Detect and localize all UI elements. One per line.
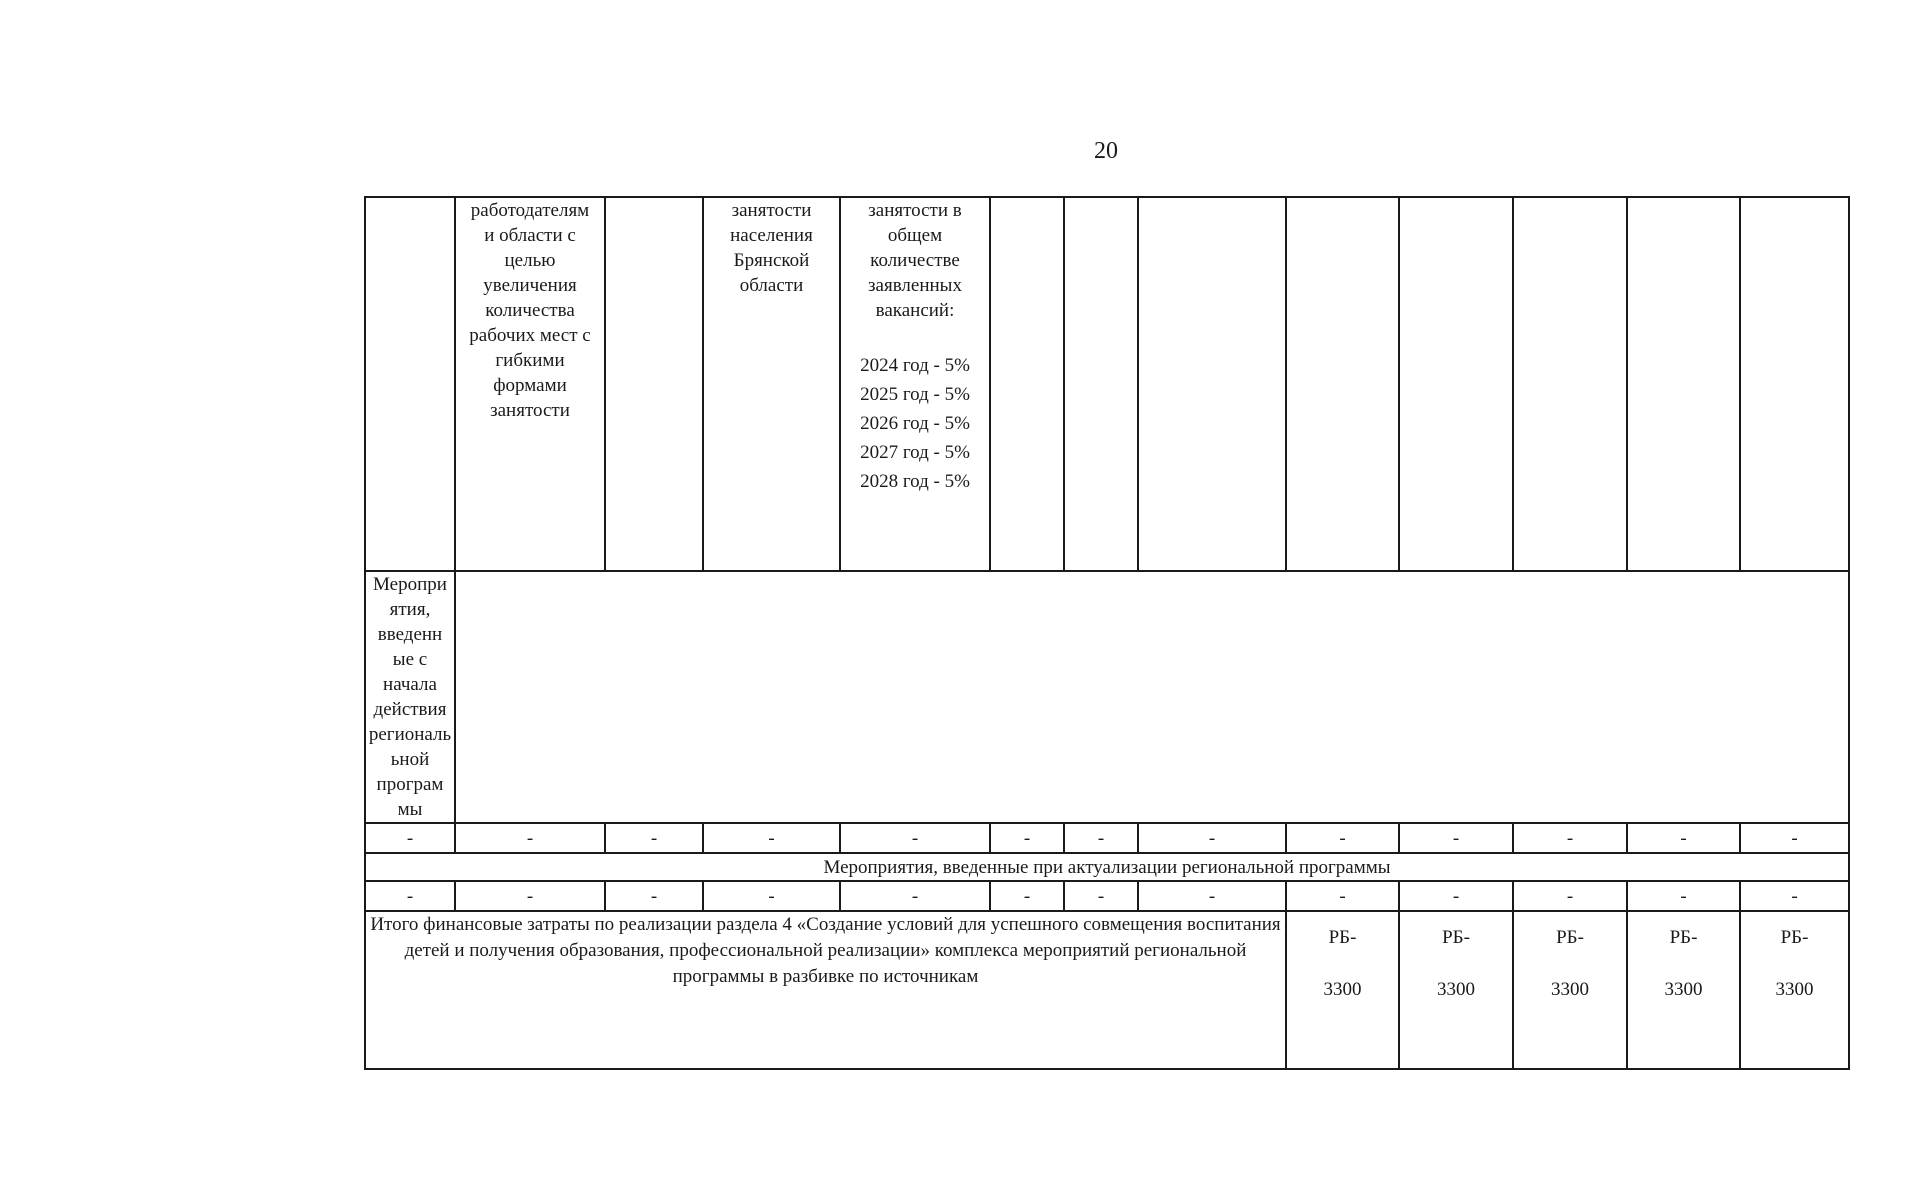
cell-number <box>365 197 455 571</box>
section-heading-line: ые с <box>392 649 428 670</box>
page-number: 20 <box>1094 138 1118 164</box>
funding-amount: 3300 <box>1437 979 1475 1000</box>
section-heading-line: ятия, <box>389 599 431 620</box>
total-amount-cell <box>1399 911 1513 1069</box>
indicator-year-value: 2026 год - 5% <box>860 413 970 434</box>
measure-line: целью <box>504 250 556 271</box>
cell-executor <box>703 197 840 571</box>
total-amount-cell <box>1740 911 1849 1069</box>
dash-cell: - <box>1627 823 1740 853</box>
section-heading-update-measures: Мероприятия, введенные при актуализации региональной программы <box>365 853 1849 881</box>
dash-cell: - <box>840 823 990 853</box>
cell-empty <box>1064 197 1138 571</box>
section-heading-line: ьной <box>390 749 430 770</box>
indicator-line: количестве <box>870 250 960 271</box>
cell-empty <box>1286 197 1399 571</box>
dash-cell: - <box>1286 823 1399 853</box>
funding-source: РБ- <box>1442 927 1470 948</box>
funding-amount: 3300 <box>1775 979 1814 1000</box>
dash-cell: - <box>1627 881 1740 911</box>
funding-source: РБ- <box>1328 927 1357 948</box>
dash-cell: - <box>1399 823 1513 853</box>
dash-cell: - <box>1064 881 1138 911</box>
total-amount-cell <box>1627 911 1740 1069</box>
funding-source: РБ- <box>1669 927 1698 948</box>
cell-measure-name <box>455 197 605 571</box>
measure-line: работодателям <box>470 200 590 221</box>
dash-cell: - <box>1138 881 1286 911</box>
executor-line: населения <box>730 225 813 246</box>
total-amount-cell <box>1513 911 1627 1069</box>
measure-line: количества <box>485 300 575 321</box>
dash-cell: - <box>455 881 605 911</box>
dash-cell: - <box>605 881 703 911</box>
cell-indicator <box>840 197 990 571</box>
indicator-line: общем <box>887 225 943 246</box>
financial-measures-table <box>364 196 1850 1070</box>
dash-cell: - <box>1138 823 1286 853</box>
indicator-line: занятости в <box>868 200 962 221</box>
cell-empty <box>1627 197 1740 571</box>
section-heading-line: програм <box>376 774 444 795</box>
measure-line: гибкими <box>495 350 565 371</box>
section-heading-initial-measures <box>365 571 455 823</box>
dash-cell: - <box>1740 823 1849 853</box>
dash-cell: - <box>1064 823 1138 853</box>
section-heading-line: введенн <box>377 624 443 645</box>
table-row-empty-dashes <box>365 823 1849 853</box>
cell-empty <box>1740 197 1849 571</box>
indicator-line: вакансий: <box>875 300 955 321</box>
funding-source: РБ- <box>1780 927 1809 948</box>
dash-cell: - <box>703 823 840 853</box>
funding-amount: 3300 <box>1323 979 1362 1000</box>
indicator-line: заявленных <box>868 275 962 296</box>
indicator-year-value: 2025 год - 5% <box>860 384 970 405</box>
cell-empty <box>990 197 1064 571</box>
indicator-year-value: 2024 год - 5% <box>860 355 970 376</box>
table-row-total <box>365 911 1849 1069</box>
dash-cell: - <box>1513 881 1627 911</box>
dash-cell: - <box>990 881 1064 911</box>
dash-cell: - <box>365 881 455 911</box>
dash-cell: - <box>1513 823 1627 853</box>
table-row-empty-dashes <box>365 881 1849 911</box>
funding-amount: 3300 <box>1551 979 1589 1000</box>
dash-cell: - <box>1286 881 1399 911</box>
dash-cell: - <box>990 823 1064 853</box>
dash-cell: - <box>605 823 703 853</box>
executor-line: области <box>739 275 804 296</box>
funding-amount: 3300 <box>1664 979 1703 1000</box>
table-row-section-heading <box>365 853 1849 881</box>
executor-line: занятости <box>731 200 812 221</box>
dash-cell: - <box>1399 881 1513 911</box>
dash-cell: - <box>703 881 840 911</box>
section-heading-line: региональ <box>368 724 452 745</box>
dash-cell: - <box>365 823 455 853</box>
dash-cell: - <box>455 823 605 853</box>
cell-empty <box>1138 197 1286 571</box>
cell-empty <box>605 197 703 571</box>
section-heading-line: действия <box>373 699 447 720</box>
measure-line: занятости <box>490 400 570 421</box>
dash-cell: - <box>1740 881 1849 911</box>
measure-line: рабочих мест с <box>469 325 591 346</box>
indicator-year-value: 2027 год - 5% <box>860 442 970 463</box>
table-row-continued <box>365 197 1849 571</box>
indicator-yearly-values <box>841 351 989 496</box>
measure-line: увеличения <box>483 275 577 296</box>
section-heading-line: начала <box>383 674 437 695</box>
cell-empty <box>455 571 1849 823</box>
measure-line: формами <box>493 375 567 396</box>
total-amount-cell <box>1286 911 1399 1069</box>
executor-line: Брянской <box>733 250 810 271</box>
section-heading-line: Меропри <box>373 574 447 595</box>
cell-empty <box>1513 197 1627 571</box>
measure-line: и области с <box>484 225 576 246</box>
dash-cell: - <box>840 881 990 911</box>
total-costs-label: Итого финансовые затраты по реализации раздела 4 «Создание условий для успешного совмещения воспитания детей и получения образования, профессиональной реализации» комплекса мероприятий региональной программы в разбивке по источникам <box>365 911 1286 1069</box>
section-heading-line: мы <box>397 799 423 820</box>
indicator-year-value: 2028 год - 5% <box>860 471 970 492</box>
cell-empty <box>1399 197 1513 571</box>
funding-source: РБ- <box>1556 927 1584 948</box>
table-row-section-heading <box>365 571 1849 823</box>
